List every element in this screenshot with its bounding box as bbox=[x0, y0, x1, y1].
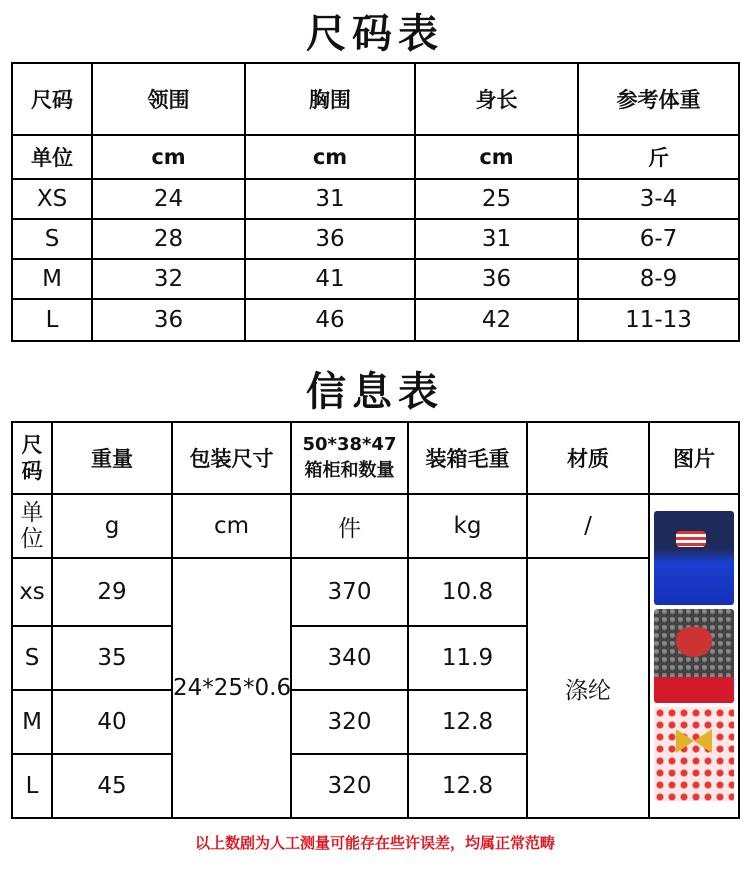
qty-cell: 370 bbox=[291, 558, 408, 626]
header-picture: 图片 bbox=[649, 422, 739, 494]
header-size-line2: 码 bbox=[21, 459, 43, 483]
header-carton-line2: 箱柜和数量 bbox=[304, 460, 395, 481]
size-cell: xs bbox=[12, 558, 52, 626]
length-cell: 31 bbox=[415, 219, 578, 259]
material-cell: 涤纶 bbox=[527, 558, 649, 818]
qty-cell: 320 bbox=[291, 754, 408, 818]
package-size-cell: 24*25*0.6 bbox=[172, 558, 291, 818]
table-row bbox=[12, 299, 739, 341]
unit-weight: 斤 bbox=[578, 135, 739, 179]
header-length: 身长 bbox=[415, 63, 578, 135]
size-cell: M bbox=[12, 259, 92, 299]
header-weight: 重量 bbox=[52, 422, 172, 494]
unit-label: 单位 bbox=[12, 135, 92, 179]
gross-cell: 12.8 bbox=[408, 754, 527, 818]
header-size bbox=[12, 422, 52, 494]
product-photos bbox=[649, 494, 739, 818]
weight-cell: 6-7 bbox=[578, 219, 739, 259]
weight-cell: 11-13 bbox=[578, 299, 739, 341]
unit-material: / bbox=[527, 494, 649, 558]
gross-cell: 12.8 bbox=[408, 690, 527, 754]
qty-cell: 320 bbox=[291, 690, 408, 754]
length-cell: 42 bbox=[415, 299, 578, 341]
length-cell: 36 bbox=[415, 259, 578, 299]
info-chart-title: 信息表 bbox=[306, 369, 444, 415]
header-weight-ref: 参考体重 bbox=[578, 63, 739, 135]
chest-cell: 46 bbox=[245, 299, 415, 341]
weight-cell: 29 bbox=[52, 558, 172, 626]
header-size: 尺码 bbox=[12, 63, 92, 135]
unit-weight: g bbox=[52, 494, 172, 558]
header-chest: 胸围 bbox=[245, 63, 415, 135]
unit-package: cm bbox=[172, 494, 291, 558]
table-row bbox=[12, 558, 739, 626]
table-row bbox=[12, 219, 739, 259]
unit-label bbox=[12, 494, 52, 558]
photo-stack bbox=[654, 511, 734, 801]
header-carton bbox=[291, 422, 408, 494]
chest-cell: 36 bbox=[245, 219, 415, 259]
size-cell: L bbox=[12, 754, 52, 818]
neck-cell: 36 bbox=[92, 299, 245, 341]
header-neck: 领围 bbox=[92, 63, 245, 135]
neck-cell: 24 bbox=[92, 179, 245, 219]
qty-cell: 340 bbox=[291, 626, 408, 690]
header-carton-line1: 50*38*47 bbox=[302, 434, 397, 455]
table-row bbox=[12, 259, 739, 299]
size-cell: L bbox=[12, 299, 92, 341]
gross-cell: 10.8 bbox=[408, 558, 527, 626]
unit-label-line1: 单 bbox=[20, 500, 44, 526]
size-header-row bbox=[12, 63, 739, 135]
size-unit-row bbox=[12, 135, 739, 179]
unit-carton: 件 bbox=[291, 494, 408, 558]
size-chart-title: 尺码表 bbox=[306, 11, 444, 57]
weight-cell: 45 bbox=[52, 754, 172, 818]
measurement-disclaimer: 以上数剧为人工测量可能存在些许误差，均属正常范畴 bbox=[194, 834, 555, 852]
product-photo-blue bbox=[654, 511, 734, 605]
gross-cell: 11.9 bbox=[408, 626, 527, 690]
chest-cell: 41 bbox=[245, 259, 415, 299]
header-material: 材质 bbox=[527, 422, 649, 494]
length-cell: 25 bbox=[415, 179, 578, 219]
info-unit-row bbox=[12, 494, 739, 558]
weight-cell: 3-4 bbox=[578, 179, 739, 219]
product-photo-white-bow bbox=[654, 707, 734, 801]
info-chart-table bbox=[11, 421, 740, 819]
unit-neck: cm bbox=[92, 135, 245, 179]
header-package: 包装尺寸 bbox=[172, 422, 291, 494]
unit-gross: kg bbox=[408, 494, 527, 558]
neck-cell: 28 bbox=[92, 219, 245, 259]
weight-cell: 40 bbox=[52, 690, 172, 754]
header-gross: 装箱毛重 bbox=[408, 422, 527, 494]
neck-cell: 32 bbox=[92, 259, 245, 299]
chest-cell: 31 bbox=[245, 179, 415, 219]
size-cell: XS bbox=[12, 179, 92, 219]
table-row bbox=[12, 179, 739, 219]
size-chart-table bbox=[11, 62, 740, 342]
header-size-line1: 尺 bbox=[21, 433, 43, 457]
size-cell: M bbox=[12, 690, 52, 754]
weight-cell: 8-9 bbox=[578, 259, 739, 299]
weight-cell: 35 bbox=[52, 626, 172, 690]
unit-length: cm bbox=[415, 135, 578, 179]
unit-label-line2: 位 bbox=[20, 526, 44, 552]
size-cell: S bbox=[12, 626, 52, 690]
size-cell: S bbox=[12, 219, 92, 259]
info-header-row bbox=[12, 422, 739, 494]
product-photo-red-heart bbox=[654, 609, 734, 703]
unit-chest: cm bbox=[245, 135, 415, 179]
